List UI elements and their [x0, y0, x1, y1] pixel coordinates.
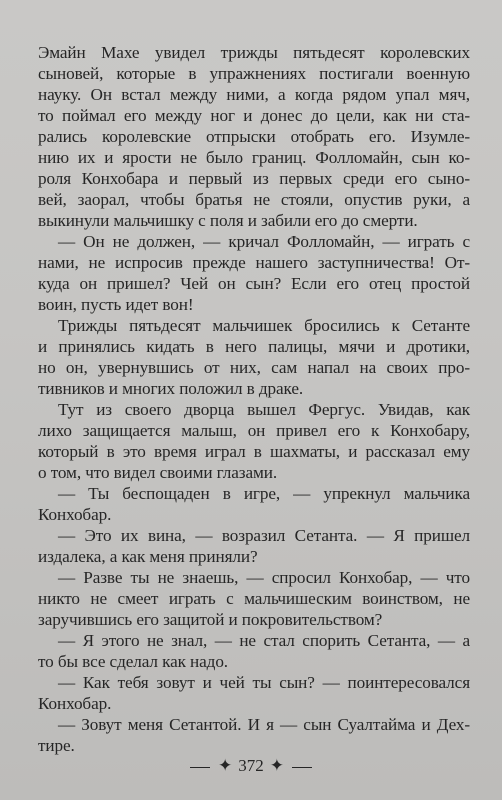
text-line: Трижды пятьдесят мальчишек бросились к Сетанте	[58, 316, 470, 335]
text-line: лихо защищается малыш, он привел его к Конхобару,	[38, 421, 470, 440]
text-line: — Ты беспощаден в игре, — упрекнул мальчика	[58, 484, 470, 503]
text-line: сыновей, которые в упражнениях постигали военную	[38, 64, 470, 83]
text-line: нию их и ярости не было границ. Фолломайн, сын ко-	[38, 148, 470, 167]
text-line: роля Конхобара и первый из первых среди его сыно-	[38, 169, 470, 188]
text-line: Конхобар.	[38, 694, 112, 713]
text-line: но он, увернувшись от них, сам напал на своих про-	[38, 358, 470, 377]
text-line: куда он пришел? Чей он сын? Если его отец простой	[38, 274, 470, 293]
page-footer	[0, 755, 502, 777]
text-line: — Он не должен, — кричал Фолломайн, — играть с	[58, 232, 470, 251]
text-line: о том, что видел своими глазами.	[38, 463, 278, 482]
text-line: воин, пусть идет вон!	[38, 295, 194, 314]
text-line: тире.	[38, 736, 75, 755]
text-line: который в это время играл в шахматы, и рассказал ему	[38, 442, 470, 461]
text-line: — Это их вина, — возразил Сетанта. — Я пришел	[58, 526, 470, 545]
text-line: — Зовут меня Сетантой. И я — сын Суалтайма и Дех-	[58, 715, 470, 734]
text-line: науку. Он встал между ними, а когда рядом упал мяч,	[38, 85, 470, 104]
text-line: выкинули мальчишку с поля и забили его до смерти.	[38, 211, 418, 230]
text-line: вей, заорал, чтобы братья не стояли, опустив руки, а	[38, 190, 470, 209]
text-line: то поймал его между ног и донес до цели, как ни ста-	[38, 106, 470, 125]
text-line: то бы все сделал как надо.	[38, 652, 229, 671]
text-line: и принялись кидать в него палицы, мячи и дротики,	[38, 337, 470, 356]
text-line: заручившись его защитой и покровительством?	[38, 610, 383, 629]
text-line: рались королевские отпрыски отобрать его. Изумле-	[38, 127, 470, 146]
text-line: тивников и многих положил в драке.	[38, 379, 304, 398]
text-line: нами, не испросив прежде нашего заступничества! От-	[38, 253, 470, 272]
text-line: издалека, а как меня приняли?	[38, 547, 258, 566]
ornament-icon: ✦	[269, 756, 284, 775]
page-number: 372	[238, 756, 264, 775]
text-line: — Как тебя зовут и чей ты сын? — поинтересовался	[58, 673, 470, 692]
text-line: Тут из своего дворца вышел Фергус. Увидав, как	[58, 400, 470, 419]
footer-rule-right	[292, 767, 312, 768]
ornament-icon: ✦	[218, 756, 233, 775]
text-line: Эмайн Махе увидел трижды пятьдесят королевских	[38, 43, 470, 62]
text-line: никто не смеет играть с мальчишеским воинством, не	[38, 589, 470, 608]
text-line: Конхобар.	[38, 505, 112, 524]
footer-rule-left	[190, 767, 210, 768]
text-line: — Я этого не знал, — не стал спорить Сетанта, — а	[58, 631, 470, 650]
text-line: — Разве ты не знаешь, — спросил Конхобар, — что	[58, 568, 470, 587]
